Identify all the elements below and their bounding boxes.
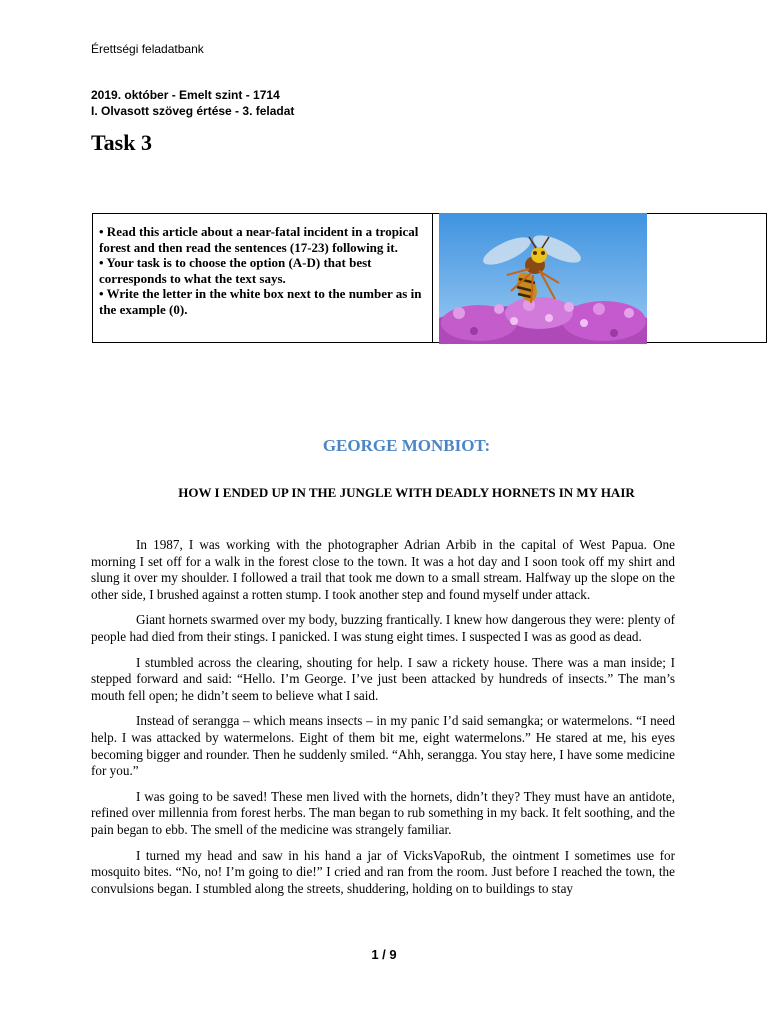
instruction-3: • Write the letter in the white box next to the number as in the example (0). [99, 286, 422, 317]
exam-info: 2019. október - Emelt szint - 1714 [91, 88, 280, 102]
article-paragraph-3: I stumbled across the clearing, shouting for help. I saw a rickety house. There was a man inside; I stepped forward and said: “Hello. I’m George. I’ve just been attacked by hundreds of insects.” The man’s mouth fell open; he didn’t seem to believe what I said. [91, 654, 675, 703]
task-title: Task 3 [91, 130, 152, 155]
instruction-table [92, 213, 767, 343]
instruction-1: • Read this article about a near-fatal incident in a tropical forest and then read the sentences (17-23) following it. [99, 224, 419, 255]
instruction-2: • Your task is to choose the option (A-D) that best corresponds to what the text says. [99, 255, 372, 286]
article-paragraph-2: Giant hornets swarmed over my body, buzzing frantically. I knew how dangerous they were: plenty of people had died from their stings. I panicked. I was stung eight times. I suspected I was as good as dead. [91, 612, 675, 644]
page-number: 1 / 9 [371, 947, 397, 962]
site-name: Érettségi feladatbank [91, 42, 204, 56]
section-title: I. Olvasott szöveg értése - 3. feladat [91, 104, 295, 118]
photo-cell [433, 214, 766, 342]
article-author: GEORGE MONBIOT: [322, 436, 491, 455]
article-headline: HOW I ENDED UP IN THE JUNGLE WITH DEADLY HORNETS IN MY HAIR [178, 485, 635, 500]
article-paragraph-4: Instead of serangga – which means insects – in my panic I’d said semangka; or watermelons. “I need help. I was attacked by watermelons. Eight of them bit me, eight watermelons.” He stared at me, his eyes becoming bigger and rounder. Then he suddenly smiled. “Ahh, serangga. You stay here, I have some medicine for you.” [91, 713, 675, 779]
article-paragraph-6: I turned my head and saw in his hand a jar of VicksVapoRub, the ointment I sometimes use for mosquito bites. “No, no! I’m going to die!” I cried and ran from the room. Just before I reached the town, the convulsions began. I stumbled along the streets, shuddering, holding on to buildings to stay [91, 847, 675, 896]
article-paragraph-1: In 1987, I was working with the photographer Adrian Arbib in the capital of West Papua. One morning I set off for a walk in the forest close to the town. It was a hot day and I soon took off my shirt and slung it over my shoulder. I followed a trail that took me down to a small stream. Halfway up the slope on the other side, I brushed against a rotten stump. I took another step and found myself under attack. [91, 537, 675, 602]
article-body [91, 537, 675, 906]
hornet-photo [439, 213, 647, 344]
article-paragraph-5: I was going to be saved! These men lived with the hornets, didn’t they? They must have an antidote, refined over millennia from forest herbs. The man began to rub something in my back. It felt soothing, and the pain began to ebb. The smell of the medicine was strangely familiar. [91, 788, 675, 837]
instruction-cell [93, 214, 433, 342]
